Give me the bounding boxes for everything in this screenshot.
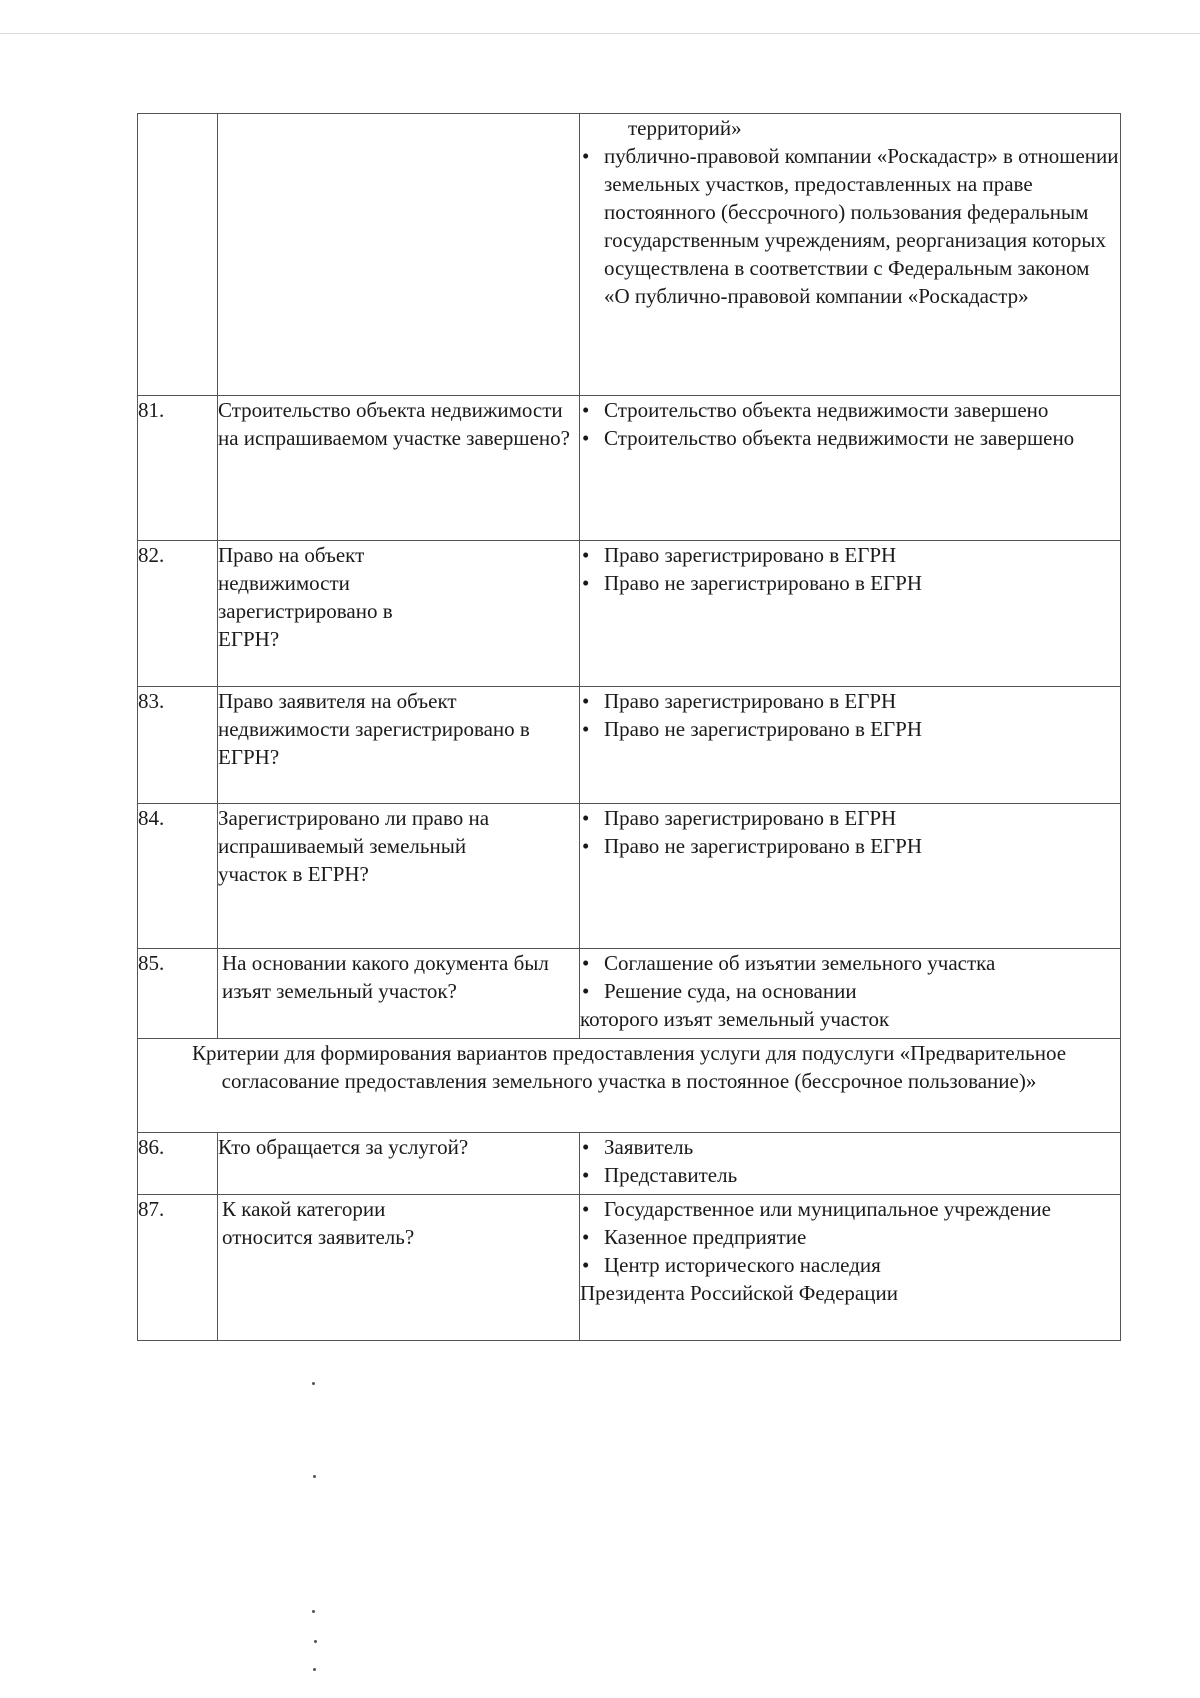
- row-number: 81.: [138, 396, 218, 541]
- row-number: 82.: [138, 541, 218, 687]
- options-cell: [580, 949, 1121, 1039]
- options-list: [580, 949, 1120, 1005]
- table-row: [138, 804, 1121, 949]
- question-text: Зарегистрировано ли право на испрашиваемый земельный участок в ЕГРН?: [218, 804, 580, 949]
- options-list: [580, 541, 1120, 597]
- option-item: • Строительство объекта недвижимости не завершено: [580, 424, 1120, 452]
- table-row: [138, 687, 1121, 804]
- row-number: 84.: [138, 804, 218, 949]
- section-header-row: [138, 1039, 1121, 1133]
- option-item: • Соглашение об изъятии земельного участка: [580, 949, 1120, 977]
- option-text: публично-правовой компании «Роскадастр» в отношении земельных участков, предоставленных на праве постоянного (бессрочного) пользования федеральным государственным учреждениям, реорганизация которых осуществлена в соответствии с Федеральным законом «О публично-правовой компании «Роскадастр»: [604, 144, 1119, 308]
- option-continuation: территорий»: [628, 116, 742, 140]
- scan-speck: [312, 1382, 315, 1385]
- options-cell: [580, 804, 1121, 949]
- option-item: • Представитель: [580, 1161, 1120, 1189]
- option-item: [580, 142, 1120, 310]
- options-list: [580, 687, 1120, 743]
- table-row-continuation: [138, 114, 1121, 396]
- question-text: Право заявителя на объект недвижимости зарегистрировано в ЕГРН?: [218, 687, 580, 804]
- table-row: [138, 541, 1121, 687]
- table-row: [138, 1133, 1121, 1195]
- row-number-cell: [138, 114, 218, 396]
- option-item: • Право зарегистрировано в ЕГРН: [580, 687, 1120, 715]
- options-list: [580, 396, 1120, 452]
- option-item: • Заявитель: [580, 1133, 1120, 1161]
- scan-speck: [312, 1610, 315, 1613]
- row-number: 85.: [138, 949, 218, 1039]
- scan-speck: [313, 1475, 316, 1478]
- table-row: [138, 949, 1121, 1039]
- option-item: • Право зарегистрировано в ЕГРН: [580, 804, 1120, 832]
- row-number: 86.: [138, 1133, 218, 1195]
- options-list: [580, 114, 1120, 310]
- options-list: [580, 1195, 1120, 1279]
- scan-edge-line: [0, 33, 1200, 34]
- options-cell: [580, 1133, 1121, 1195]
- option-item: • Строительство объекта недвижимости завершено: [580, 396, 1120, 424]
- options-cell: [580, 1195, 1121, 1341]
- question-text: Строительство объекта недвижимости на испрашиваемом участке завершено?: [218, 396, 580, 541]
- question-text: На основании какого документа был изъят земельный участок?: [218, 949, 580, 1039]
- option-item: • Центр исторического наследия: [580, 1251, 1120, 1279]
- question-text: Право на объект недвижимости зарегистрировано в ЕГРН?: [218, 541, 580, 687]
- option-item: • Право зарегистрировано в ЕГРН: [580, 541, 1120, 569]
- scan-speck: [314, 1640, 317, 1643]
- row-number: 87.: [138, 1195, 218, 1341]
- options-list: [580, 804, 1120, 860]
- question-cell: [218, 114, 580, 396]
- option-item: • Право не зарегистрировано в ЕГРН: [580, 569, 1120, 597]
- question-text: Кто обращается за услугой?: [218, 1133, 580, 1195]
- row-number: 83.: [138, 687, 218, 804]
- option-item: • Государственное или муниципальное учреждение: [580, 1195, 1120, 1223]
- option-item: • Право не зарегистрировано в ЕГРН: [580, 715, 1120, 743]
- scan-speck: [313, 1668, 316, 1671]
- options-cell: [580, 687, 1121, 804]
- table-row: [138, 1195, 1121, 1341]
- option-item: • Решение суда, на основании: [580, 977, 1120, 1005]
- criteria-table: [137, 113, 1121, 1341]
- option-tail: которого изъят земельный участок: [580, 1007, 890, 1031]
- options-cell: [580, 396, 1121, 541]
- options-cell: [580, 541, 1121, 687]
- section-header: Критерии для формирования вариантов предоставления услуги для подуслуги «Предварительное согласование предоставления земельного участка в постоянное (бессрочное пользование)»: [138, 1039, 1121, 1133]
- option-item: • Казенное предприятие: [580, 1223, 1120, 1251]
- option-tail: Президента Российской Федерации: [580, 1281, 898, 1305]
- options-list: [580, 1133, 1120, 1189]
- question-text: К какой категории относится заявитель?: [218, 1195, 580, 1341]
- option-item: • Право не зарегистрировано в ЕГРН: [580, 832, 1120, 860]
- table-row: [138, 396, 1121, 541]
- options-cell: [580, 114, 1121, 396]
